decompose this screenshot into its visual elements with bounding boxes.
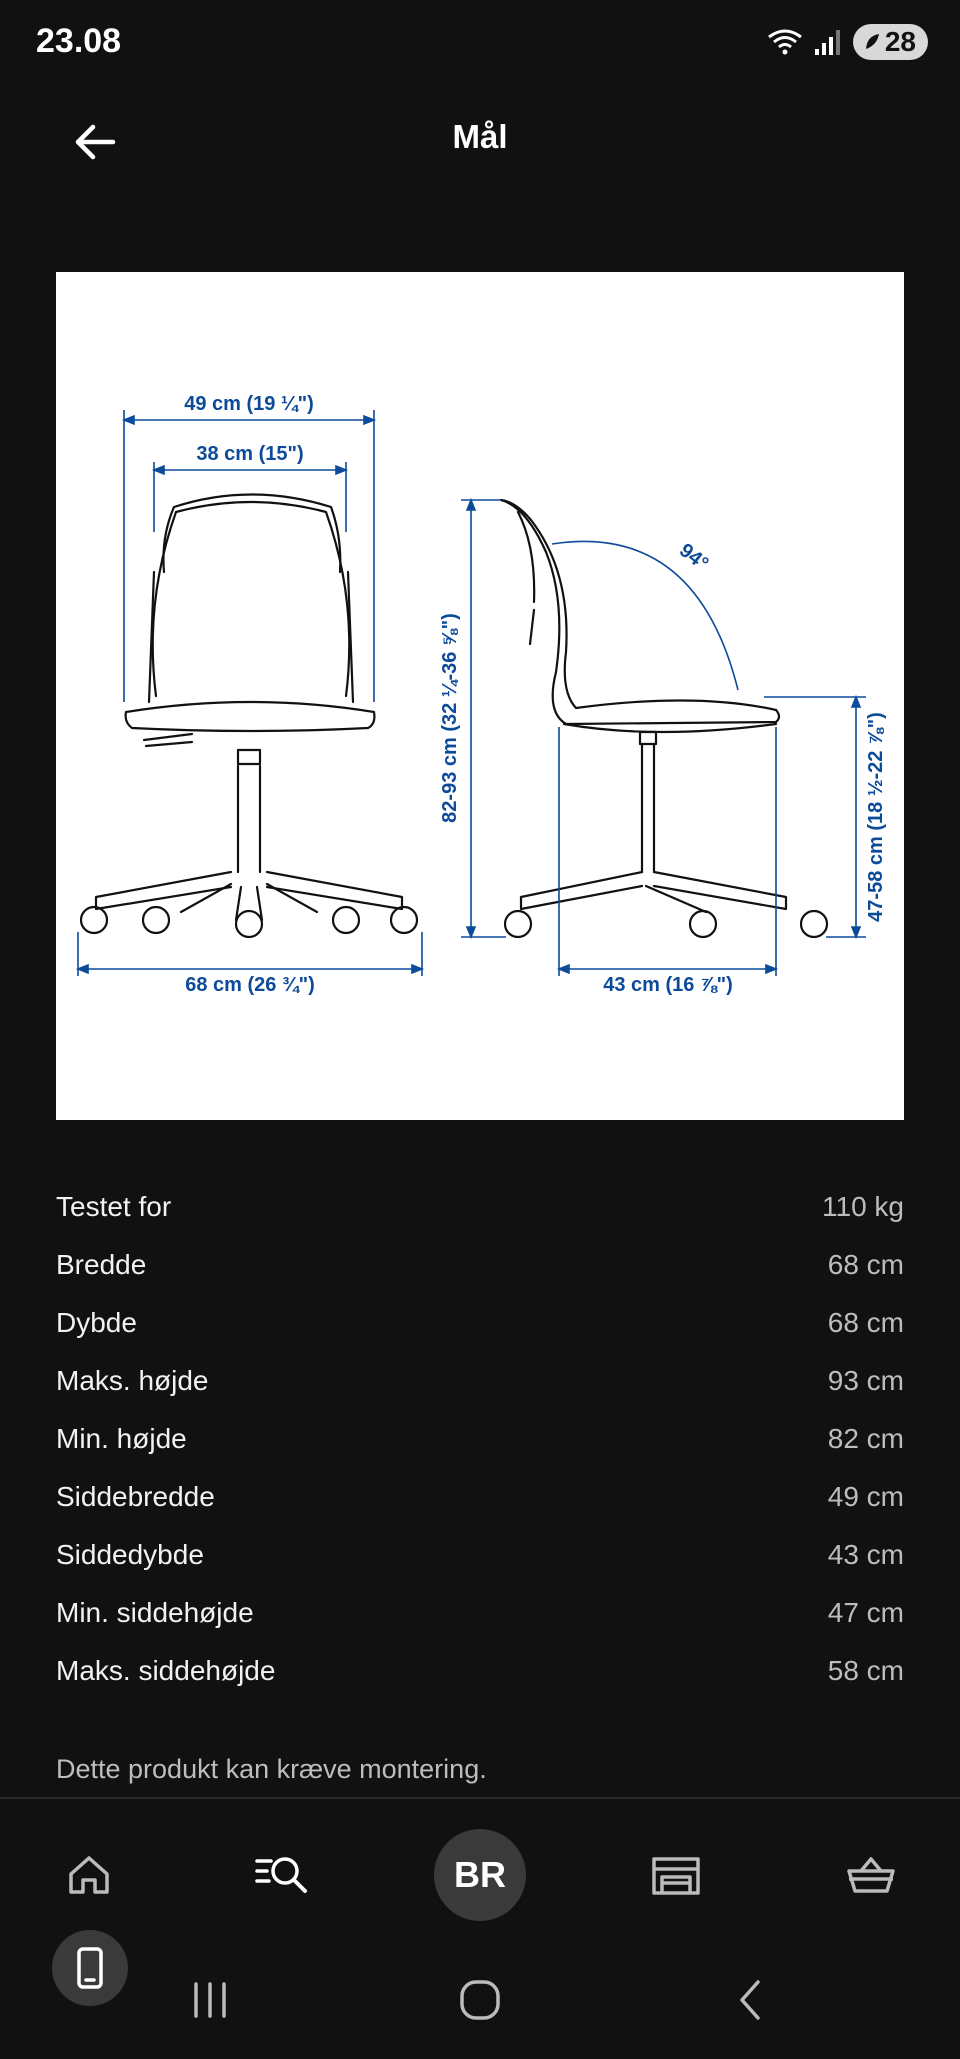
specs-list <box>56 1178 904 1700</box>
spec-label: Min. højde <box>56 1423 187 1454</box>
spec-value: 58 cm <box>827 1655 904 1686</box>
spec-label: Siddedybde <box>56 1539 204 1570</box>
signal-icon <box>813 27 843 57</box>
back-chevron-icon <box>734 1978 766 2022</box>
system-nav <box>0 1940 960 2059</box>
dim-height-line <box>461 500 506 937</box>
label-base-width: 68 cm (26 ¾") <box>185 974 315 996</box>
spec-label: Min. siddehøjde <box>56 1597 254 1628</box>
basket-icon <box>845 1853 897 1897</box>
status-icons <box>767 24 928 60</box>
side-base <box>521 872 786 912</box>
nav-search[interactable] <box>228 1820 338 1930</box>
spec-row <box>56 1352 904 1410</box>
spec-value: 110 kg <box>822 1191 904 1222</box>
side-backrest <box>501 500 779 724</box>
bottom-nav <box>0 1820 960 1930</box>
profile-avatar: BR <box>434 1829 526 1921</box>
dim-angle-arc <box>552 541 738 690</box>
page-title: Mål <box>452 118 508 155</box>
search-list-icon <box>255 1853 311 1897</box>
spec-row <box>56 1584 904 1642</box>
spec-value: 68 cm <box>827 1307 904 1338</box>
spec-row <box>56 1410 904 1468</box>
spec-label: Dybde <box>56 1307 137 1338</box>
dim-base-width-line <box>78 932 422 976</box>
spec-value: 49 cm <box>827 1481 904 1512</box>
spec-row <box>56 1294 904 1352</box>
dimension-diagram <box>56 272 904 1120</box>
spec-value: 47 cm <box>827 1597 904 1628</box>
dim-seat-depth-line <box>559 727 776 976</box>
spec-row <box>56 1236 904 1294</box>
front-backrest <box>153 502 350 696</box>
status-time: 23.08 <box>36 22 122 60</box>
spec-value: 68 cm <box>827 1249 904 1280</box>
nav-basket[interactable] <box>816 1820 926 1930</box>
home-circle-icon <box>458 1978 502 2022</box>
dim-seat-height-line <box>764 697 866 937</box>
spec-value: 82 cm <box>827 1423 904 1454</box>
home-icon <box>67 1854 111 1896</box>
spec-row <box>56 1526 904 1584</box>
label-seat-height: 47-58 cm (18 ½-22 ⅞") <box>865 712 887 922</box>
spec-row <box>56 1178 904 1236</box>
header <box>0 96 960 186</box>
label-recline-angle: 94° <box>675 539 713 576</box>
front-seat <box>126 702 375 731</box>
assembly-note: Dette produkt kan kræve montering. <box>56 1754 487 1784</box>
spec-row <box>56 1468 904 1526</box>
store-icon <box>650 1853 702 1897</box>
divider <box>0 1797 960 1799</box>
spec-row <box>56 1642 904 1700</box>
home-button[interactable] <box>440 1960 520 2040</box>
chair-diagram-svg <box>56 272 904 1120</box>
spec-label: Maks. siddehøjde <box>56 1655 276 1686</box>
spec-value: 43 cm <box>827 1539 904 1570</box>
front-base <box>96 872 402 909</box>
status-bar <box>0 0 960 86</box>
battery-level: 28 <box>884 26 916 57</box>
spec-label: Testet for <box>56 1191 172 1222</box>
system-back-button[interactable] <box>710 1960 790 2040</box>
spec-label: Maks. højde <box>56 1365 209 1396</box>
battery-icon <box>853 24 928 60</box>
dim-seat-width-line <box>154 462 346 532</box>
spec-label: Bredde <box>56 1249 147 1280</box>
wifi-icon <box>767 27 803 57</box>
nav-home[interactable] <box>34 1820 144 1930</box>
spec-value: 93 cm <box>827 1365 904 1396</box>
recents-button[interactable] <box>170 1960 250 2040</box>
nav-profile[interactable] <box>425 1820 535 1930</box>
spec-label: Siddebredde <box>56 1481 215 1512</box>
nav-store[interactable] <box>621 1820 731 1930</box>
label-height: 82-93 cm (32 ¼-36 ⅝") <box>439 613 461 823</box>
label-seat-depth: 43 cm (16 ⅞") <box>603 974 733 996</box>
label-overall-width: 49 cm (19 ¼") <box>184 393 314 415</box>
label-seat-width: 38 cm (15") <box>196 443 304 465</box>
recents-icon <box>190 1982 230 2018</box>
